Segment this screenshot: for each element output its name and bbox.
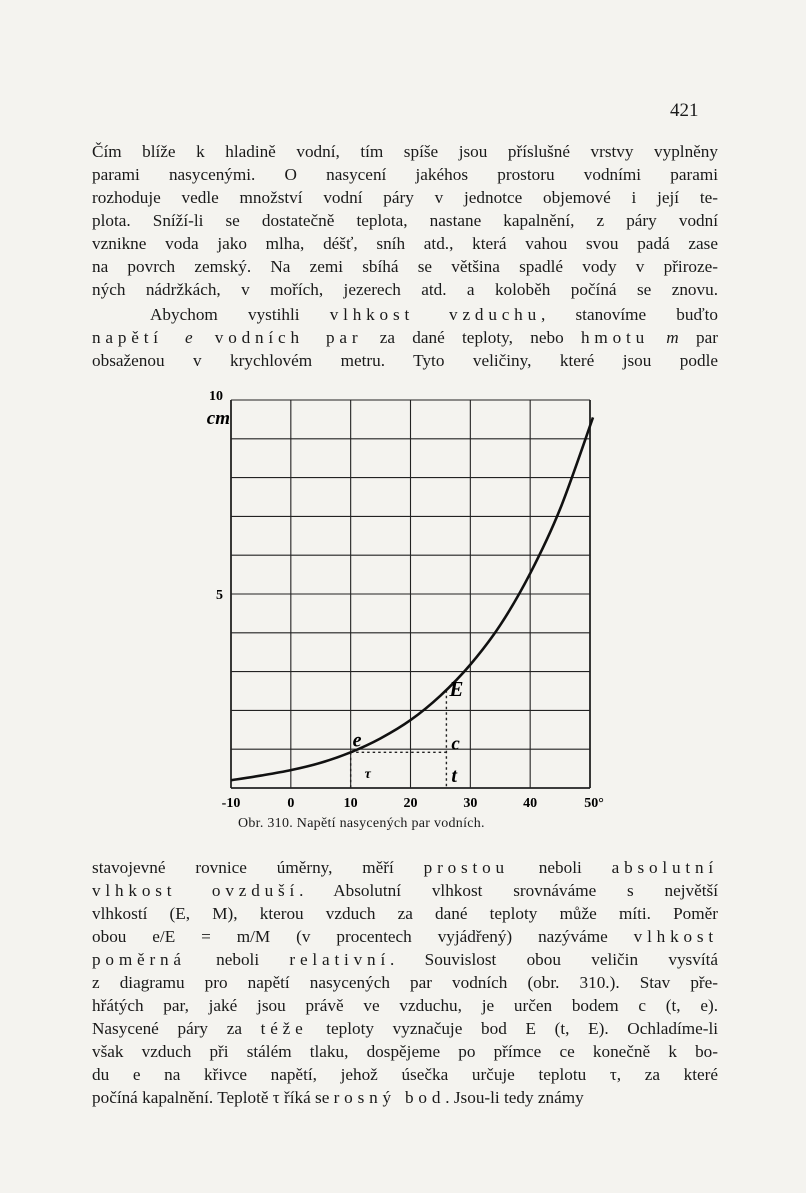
text-line: vlhkostí (E, M), kterou vzduch za dané teploty může míti. Poměr	[92, 904, 718, 923]
text-span: neboli	[185, 950, 290, 969]
text-line	[92, 326, 718, 349]
vapor-pressure-curve	[231, 417, 593, 780]
figure-caption: Obr. 310. Napětí nasycených par vodních.	[238, 816, 485, 831]
spaced-term: hmotu	[580, 328, 649, 347]
text-span: Nasycené páry za	[92, 1019, 261, 1038]
spaced-term: téže	[260, 1019, 308, 1038]
text-line	[92, 948, 718, 971]
y-unit-label: cm	[206, 408, 230, 429]
spaced-term: absolutní	[611, 858, 718, 877]
point-label-tau: τ	[364, 767, 371, 782]
text-span: teploty vyznačuje bod E (t, E). Ochladíme-li	[307, 1019, 718, 1038]
text-line: parami nasycenými. O nasycení jakéhos prostoru vodními parami	[92, 165, 718, 184]
x-axis-ticks	[222, 796, 604, 811]
paragraph-1	[92, 140, 718, 301]
point-label-c: c	[451, 733, 460, 755]
text-span: . Souvislost obou veličin vysvítá	[390, 950, 718, 969]
text-line: rozhoduje vedle množství vodní páry v jednotce objemové i její te-	[92, 188, 718, 207]
text-line: plota. Sníží-li se dostatečně teplota, nastane kapalnění, z páry vodní	[92, 211, 718, 230]
spaced-term: napětí	[92, 328, 186, 347]
text-line: na povrch zemský. Na zemi sbíhá se většina spadlé vody v přiroze-	[92, 257, 718, 276]
spaced-term: prostou	[423, 858, 509, 877]
x-tick-label: 40	[523, 796, 538, 811]
point-label-e: e	[352, 729, 362, 752]
y-tick-label: 5	[216, 588, 223, 603]
x-tick-label: 50°	[584, 796, 604, 811]
text-span: stavojevné rovnice úměrny, měří	[92, 858, 424, 877]
text-line	[92, 856, 718, 879]
spaced-term: vlhkost ovzduší	[92, 881, 300, 900]
text-line: však vzduch při stálém tlaku, dospějeme po přímce ce konečně k bo-	[92, 1042, 718, 1061]
symbol: e	[185, 328, 193, 347]
text-line	[92, 1017, 718, 1040]
paragraph-3	[92, 856, 718, 1109]
text-span: počíná kapalnění. Teplotě τ říká se	[92, 1088, 334, 1107]
y-tick-label: 10	[209, 389, 223, 404]
text-span: par	[678, 328, 718, 347]
x-tick-label: 30	[463, 796, 478, 811]
text-span: . Absolutní vlhkost srovnáváme s největší	[299, 881, 718, 900]
text-line: du e na křivce napětí, jehož úsečka určuje teplotu τ, za které	[92, 1065, 718, 1084]
spaced-term: relativní	[289, 950, 391, 969]
text-line: Čím blíže k hladině vodní, tím spíše jsou příslušné vrstvy vyplněny	[92, 142, 718, 161]
x-tick-label: 20	[403, 796, 418, 811]
text-span: neboli	[508, 858, 612, 877]
page-number: 421	[670, 100, 699, 121]
text-line: obsaženou v krychlovém metru. Tyto veličiny, které jsou podle	[92, 351, 718, 370]
text-line	[92, 879, 718, 902]
spaced-term: vodních par	[192, 328, 363, 347]
spaced-term: rosný bod	[333, 1088, 446, 1107]
paragraph-2	[92, 303, 718, 372]
text-line: vznikne voda jako mlha, déšť, sníh atd., která vahou svou padá zase	[92, 234, 718, 253]
text-span: Abychom vystihli	[150, 305, 330, 324]
text-line	[92, 925, 718, 948]
point-labels	[353, 677, 464, 787]
text-span: , stanovíme buďto	[541, 305, 718, 324]
x-tick-label: 10	[343, 796, 358, 811]
point-label-t: t	[451, 765, 457, 787]
spaced-term: vlhkost vzduchu	[329, 305, 541, 324]
text-span: za dané teploty, nebo	[362, 328, 581, 347]
text-span: . Jsou-li tedy známy	[445, 1088, 584, 1107]
spaced-term: vlhkost	[633, 927, 718, 946]
x-tick-label: -10	[221, 796, 241, 811]
point-label-E: E	[449, 677, 464, 702]
grid	[231, 400, 590, 788]
x-tick-label: 0	[287, 796, 295, 811]
text-line	[92, 303, 718, 326]
text-span: obou e/E = m/M (v procentech vyjádřený) nazýváme	[92, 927, 634, 946]
symbol: m	[649, 328, 679, 347]
text-line: z diagramu pro napětí nasycených par vodních (obr. 310.). Stav pře-	[92, 973, 718, 992]
spaced-term: poměrná	[92, 950, 186, 969]
text-line: ných nádržkách, v mořích, jezerech atd. a koloběh počíná se znovu.	[92, 280, 718, 299]
text-line: hřátých par, jaké jsou právě ve vzduchu, je určen bodem c (t, e).	[92, 996, 718, 1015]
text-line	[92, 1086, 718, 1109]
vapor-pressure-chart	[180, 388, 620, 814]
